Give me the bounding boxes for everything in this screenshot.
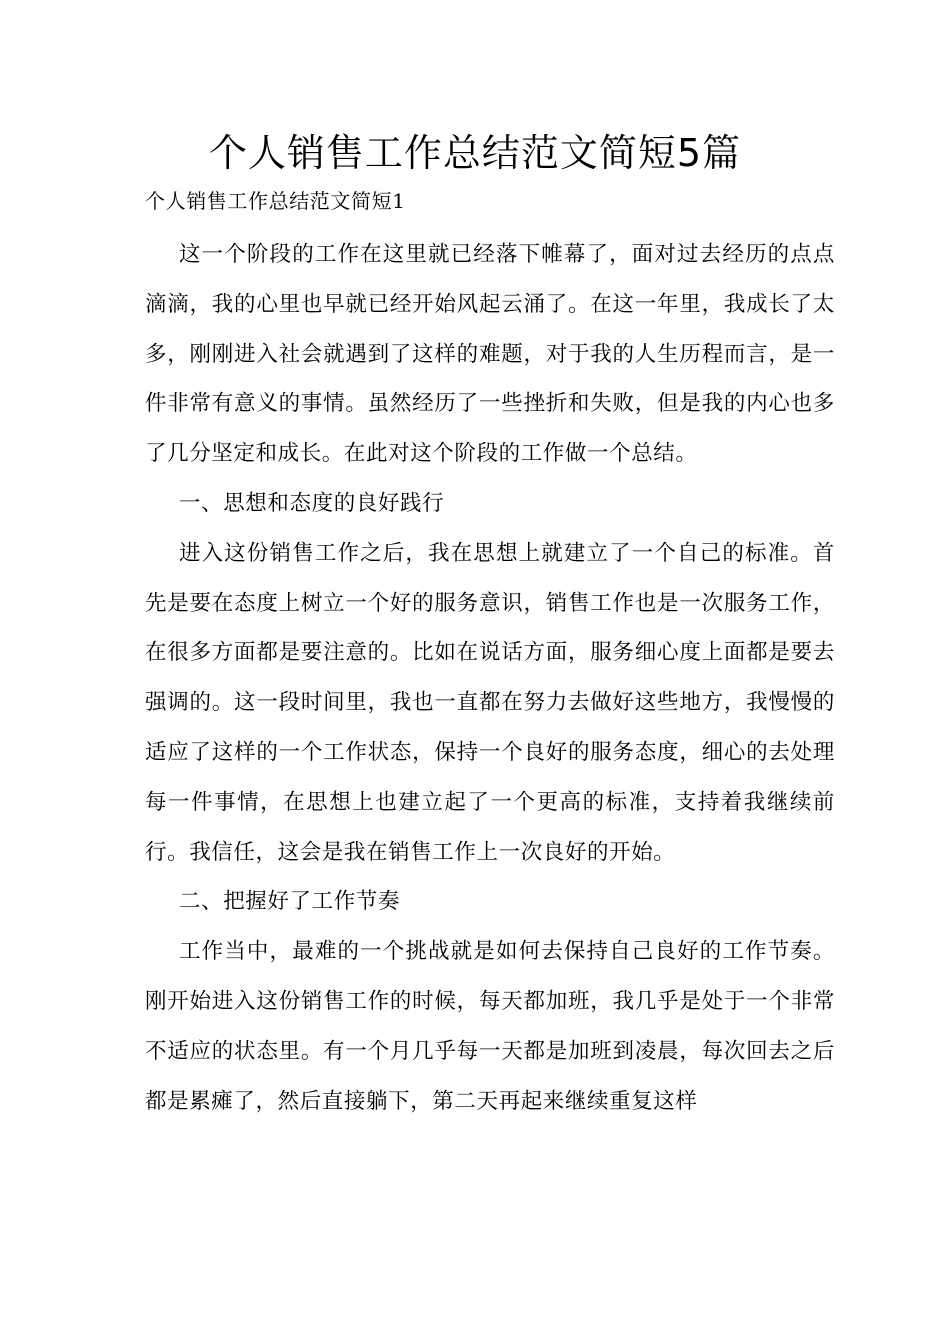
section-heading-2: 二、把握好了工作节奏 — [179, 889, 401, 915]
section-subtitle: 个人销售工作总结范文简短1 — [145, 189, 406, 213]
section-heading-1: 一、思想和态度的良好践行 — [179, 490, 445, 516]
paragraph-section-1: 进入这份销售工作之后，我在思想上就建立了一个自己的标准。首先是要在态度上树立一个好的服务意识，销售工作也是一次服务工作，在很多方面都是要注意的。比如在说话方面，服务细心度上面都是要去强调的。这一段时间里，我也一直都在努力去做好这些地方，我慢慢的适应了这样的一个工作状态，保持一个良好的服务态度，细心的去处理每一件事情，在思想上也建立起了一个更高的标准，支持着我继续前行。我信任，这会是我在销售工作上一次良好的开始。 — [145, 540, 835, 865]
paragraph-intro: 这一个阶段的工作在这里就已经落下帷幕了，面对过去经历的点点滴滴，我的心里也早就已经开始风起云涌了。在这一年里，我成长了太多，刚刚进入社会就遇到了这样的难题，对于我的人生历程而言，是一件非常有意义的事情。虽然经历了一些挫折和失败，但是我的内心也多了几分坚定和成长。在此对这个阶段的工作做一个总结。 — [145, 242, 835, 467]
paragraph-section-2: 工作当中，最难的一个挑战就是如何去保持自己良好的工作节奏。刚开始进入这份销售工作的时候，每天都加班，我几乎是处于一个非常不适应的状态里。有一个月几乎每一天都是加班到凌晨，每次回去之后都是累瘫了，然后直接躺下，第二天再起来继续重复这样 — [145, 939, 835, 1114]
document-title: 个人销售工作总结范文简短5篇 — [208, 131, 742, 175]
document-body — [145, 188, 835, 1126]
